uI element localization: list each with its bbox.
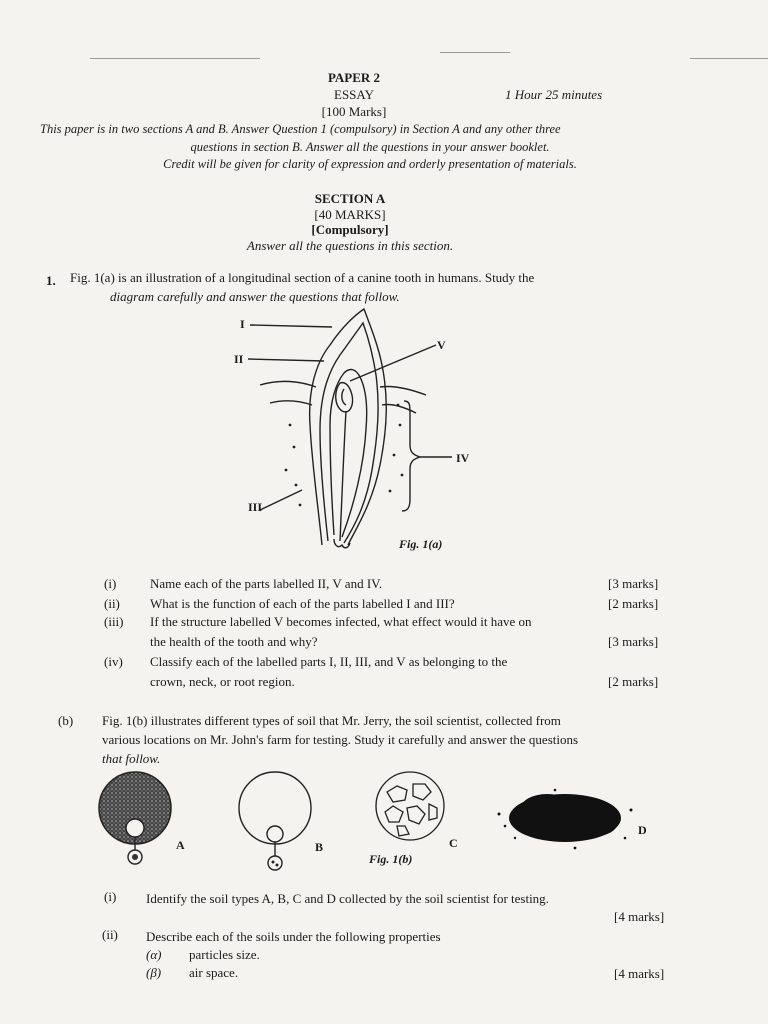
subquestion-text: What is the function of each of the parts labelled I and III?	[150, 596, 455, 611]
figure-label: D	[638, 823, 647, 837]
subquestion-number: (i)	[104, 889, 117, 904]
instruction-line: questions in section B. Answer all the questions in your answer booklet.	[190, 140, 550, 154]
tooth-diagram	[230, 305, 490, 555]
subquestion-text: If the structure labelled V becomes infected, what effect would it have on	[150, 614, 532, 629]
section-instruction: Answer all the questions in this section.	[246, 238, 454, 253]
figure-label: IV	[456, 451, 470, 465]
property-text: particles size.	[189, 947, 260, 962]
question-stem: Fig. 1(b) illustrates different types of soil that Mr. Jerry, the soil scientist, collected from	[102, 713, 561, 728]
soil-sample-a	[99, 772, 171, 864]
figure-label: C	[449, 836, 458, 850]
subquestion-number: (iv)	[104, 654, 123, 669]
subquestion-text: the health of the tooth and why?	[150, 634, 318, 649]
property-symbol: (α)	[146, 947, 162, 962]
figure-label: I	[240, 317, 245, 331]
figure-label: V	[437, 338, 446, 352]
paper-type: ESSAY	[334, 87, 374, 102]
question-stem: diagram carefully and answer the questions that follow.	[110, 289, 400, 304]
question-stem: that follow.	[102, 751, 161, 766]
subquestion-text: Name each of the parts labelled II, V and IV.	[150, 576, 383, 591]
figure-label: B	[315, 840, 324, 854]
marks-label: [2 marks]	[608, 596, 659, 611]
figure-label: II	[234, 352, 244, 366]
subquestion-number: (ii)	[104, 596, 120, 611]
top-rule	[440, 52, 510, 53]
subquestion-text: Classify each of the labelled parts I, II, III, and V as belonging to the	[150, 654, 508, 669]
instruction-line: This paper is in two sections A and B. Answer Question 1 (compulsory) in Section A and any other three	[40, 122, 561, 136]
paper-duration: 1 Hour 25 minutes	[505, 87, 603, 102]
subquestion-text: Identify the soil types A, B, C and D collected by the soil scientist for testing.	[146, 891, 549, 906]
subquestion-number: (ii)	[102, 927, 118, 942]
section-marks: [40 MARKS]	[314, 207, 386, 222]
subquestion-number: (iii)	[104, 614, 124, 629]
section-status: [Compulsory]	[311, 222, 389, 237]
marks-label: [4 marks]	[614, 909, 665, 924]
top-rule	[690, 58, 768, 59]
marks-label: [3 marks]	[608, 576, 659, 591]
figure-caption: Fig. 1(a)	[399, 537, 443, 551]
soil-sample-d	[498, 789, 633, 850]
subquestion-number: (i)	[104, 576, 117, 591]
question-number: (b)	[58, 713, 74, 728]
marks-label: [4 marks]	[614, 966, 665, 981]
figure-caption: Fig. 1(b)	[369, 852, 413, 866]
top-rule	[90, 58, 260, 59]
instruction-line: Credit will be given for clarity of expression and orderly presentation of materials.	[163, 157, 577, 171]
figure-label: III	[248, 500, 263, 514]
question-stem: Fig. 1(a) is an illustration of a longitudinal section of a canine tooth in humans. Study the	[70, 270, 535, 285]
subquestion-text: Describe each of the soils under the following properties	[146, 929, 441, 944]
question-number: 1.	[46, 273, 56, 288]
subquestion-text: crown, neck, or root region.	[150, 674, 295, 689]
property-text: air space.	[189, 965, 239, 980]
marks-label: [2 marks]	[608, 674, 659, 689]
paper-marks: [100 Marks]	[321, 104, 387, 119]
soil-sample-b	[239, 772, 311, 870]
section-title: SECTION A	[314, 191, 386, 206]
question-stem: various locations on Mr. John's farm for testing. Study it carefully and answer the questions	[102, 732, 579, 747]
property-symbol: (β)	[146, 965, 162, 980]
figure-label: A	[176, 838, 185, 852]
marks-label: [3 marks]	[608, 634, 659, 649]
paper-title: PAPER 2	[327, 70, 381, 85]
soil-sample-c	[376, 772, 444, 840]
